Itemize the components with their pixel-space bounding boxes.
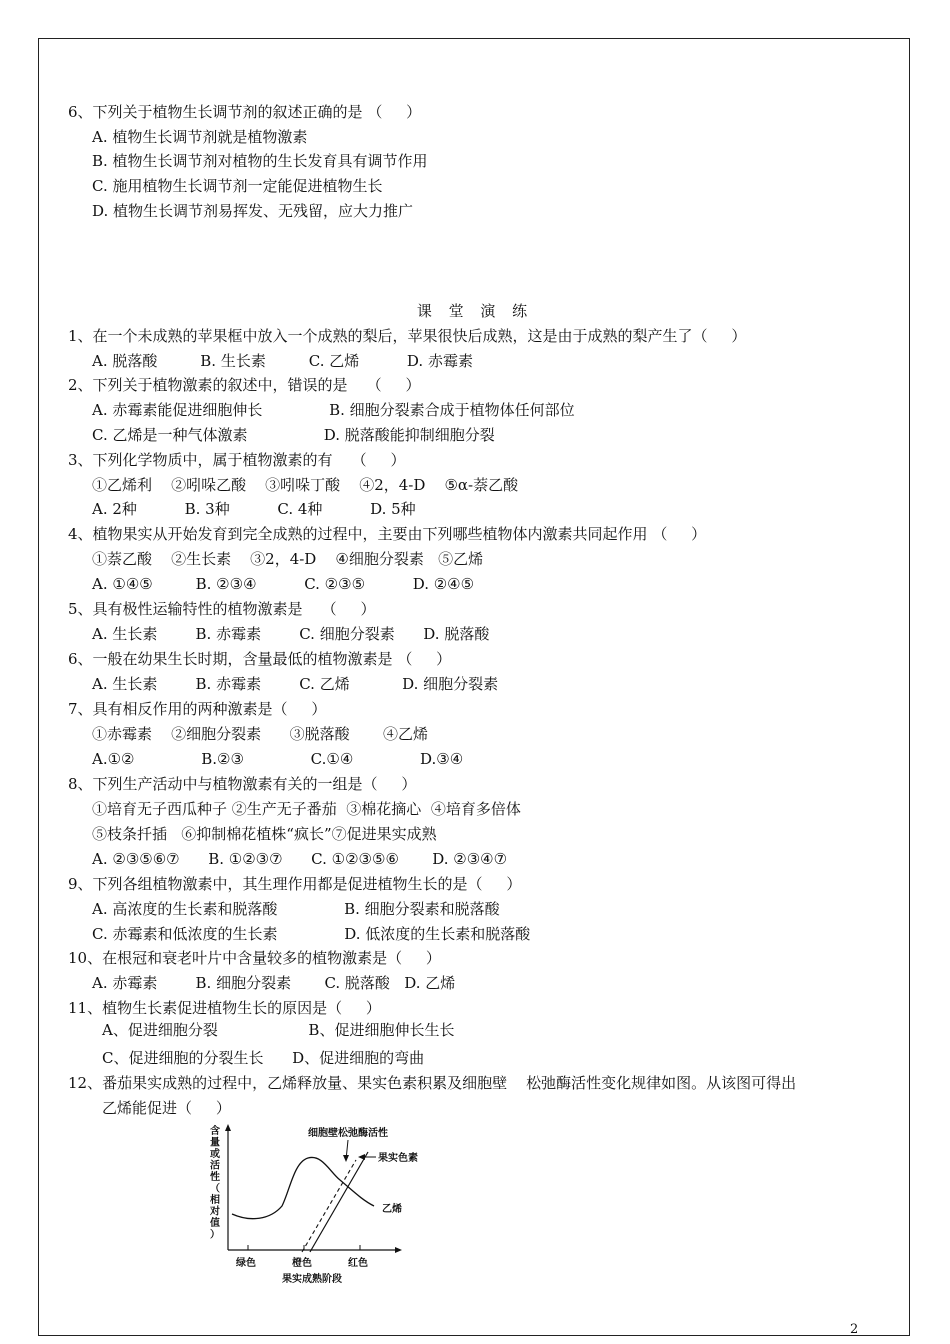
text-line: C. 赤霉素和低浓度的生长素 D. 低浓度的生长素和脱落酸 xyxy=(92,925,531,943)
y-axis-label-char: 对 xyxy=(210,1206,220,1218)
text-line: 7、具有相反作用的两种激素是（ ） xyxy=(68,700,327,718)
enzyme-label: 细胞壁松弛酶活性 xyxy=(308,1128,388,1139)
text-line: 4、植物果实从开始发育到完全成熟的过程中，主要由下列哪些植物体内激素共同起作用 （ ） xyxy=(68,525,707,543)
enzyme-line xyxy=(302,1160,356,1252)
page-number: 2 xyxy=(850,1322,859,1337)
text-line: ①赤霉素 ②细胞分裂素 ③脱落酸 ④乙烯 xyxy=(92,725,429,743)
y-axis-label-char: 活 xyxy=(210,1160,220,1172)
text-line: A. 高浓度的生长素和脱落酸 B. 细胞分裂素和脱落酸 xyxy=(92,900,500,918)
text-line: 12、番茄果实成熟的过程中，乙烯释放量、果实色素积累及细胞壁 松弛酶活性变化规律如图。从该图可得出 xyxy=(68,1074,797,1092)
text-line: 11、植物生长素促进植物生长的原因是（ ） xyxy=(68,999,381,1017)
text-line: ①培育无子西瓜种子 ②生产无子番茄 ③棉花摘心 ④培育多倍体 xyxy=(92,800,521,818)
x-axis-arrow xyxy=(395,1247,402,1253)
text-line: 10、在根冠和衰老叶片中含量较多的植物激素是（ ） xyxy=(68,949,441,967)
text-line: ⑤枝条扦插 ⑥抑制棉花植株“疯长”⑦促进果实成熟 xyxy=(92,825,437,843)
text-line: A. 赤霉素 B. 细胞分裂素 C. 脱落酸 D. 乙烯 xyxy=(92,974,456,992)
ethylene-label: 乙烯 xyxy=(382,1204,402,1215)
text-line: D. 植物生长调节剂易挥发、无残留，应大力推广 xyxy=(92,202,414,220)
text-line: 1、在一个未成熟的苹果框中放入一个成熟的梨后，苹果很快后成熟，这是由于成熟的梨产生了（ ） xyxy=(68,327,747,345)
text-line: C. 乙烯是一种气体激素 D. 脱落酸能抑制细胞分裂 xyxy=(92,426,495,444)
text-line: A. 2种 B. 3种 C. 4种 D. 5种 xyxy=(92,500,416,518)
x-tick-label-green: 绿色 xyxy=(236,1258,256,1269)
text-line: 3、下列化学物质中，属于植物激素的有 （ ） xyxy=(68,451,406,469)
y-axis-label-char: 量 xyxy=(210,1137,220,1149)
text-line: 乙烯能促进（ ） xyxy=(102,1099,231,1117)
x-tick-label-red: 红色 xyxy=(348,1258,368,1269)
text-line: 6、下列关于植物生长调节剂的叙述正确的是 （ ） xyxy=(68,103,422,121)
y-axis-label-char: ） xyxy=(210,1229,220,1241)
text-line: 8、下列生产活动中与植物激素有关的一组是（ ） xyxy=(68,775,417,793)
text-line: ①乙烯利 ②吲哚乙酸 ③吲哚丁酸 ④2，4-D ⑤α-萘乙酸 xyxy=(92,476,519,494)
text-line: 6、一般在幼果生长时期，含量最低的植物激素是 （ ） xyxy=(68,650,452,668)
text-line: A.①② B.②③ C.①④ D.③④ xyxy=(92,750,464,768)
pigment-line xyxy=(310,1152,368,1252)
text-line: A. ②③⑤⑥⑦ B. ①②③⑦ C. ①②③⑤⑥ D. ②③④⑦ xyxy=(92,850,508,868)
y-axis-label-char: 性 xyxy=(210,1172,220,1183)
text-line: A. ①④⑤ B. ②③④ C. ②③⑤ D. ②④⑤ xyxy=(92,575,475,593)
text-line: A. 植物生长调节剂就是植物激素 xyxy=(92,128,308,146)
text-line: A. 脱落酸 B. 生长素 C. 乙烯 D. 赤霉素 xyxy=(92,352,473,370)
text-line: A. 生长素 B. 赤霉素 C. 细胞分裂素 D. 脱落酸 xyxy=(92,625,490,643)
text-line: A. 生长素 B. 赤霉素 C. 乙烯 D. 细胞分裂素 xyxy=(92,675,499,693)
text-line: 9、下列各组植物激素中，其生理作用都是促进植物生长的是（ ） xyxy=(68,875,522,893)
text-line: C、促进细胞的分裂生长 D、促进细胞的弯曲 xyxy=(102,1049,425,1067)
y-axis-label xyxy=(209,1124,220,1241)
pigment-pointer-head xyxy=(358,1154,365,1160)
text-line: A、促进细胞分裂 B、促进细胞伸长生长 xyxy=(102,1021,455,1039)
y-axis-arrow xyxy=(225,1124,231,1131)
x-axis-label: 果实成熟阶段 xyxy=(282,1274,342,1285)
ripening-chart xyxy=(190,1120,450,1290)
text-line: 5、具有极性运输特性的植物激素是 （ ） xyxy=(68,600,376,618)
text-line: ①萘乙酸 ②生长素 ③2，4-D ④细胞分裂素 ⑤乙烯 xyxy=(92,550,484,568)
text-line: 2、下列关于植物激素的叙述中，错误的是 （ ） xyxy=(68,376,421,394)
y-axis-label-char: （ xyxy=(210,1183,220,1195)
y-axis-label-char: 含 xyxy=(210,1126,220,1137)
pigment-label: 果实色素 xyxy=(378,1153,418,1164)
x-tick-label-orange: 橙色 xyxy=(292,1258,312,1269)
text-line: B. 植物生长调节剂对植物的生长发育具有调节作用 xyxy=(92,152,428,170)
text-line: A. 赤霉素能促进细胞伸长 B. 细胞分裂素合成于植物体任何部位 xyxy=(92,401,575,419)
y-axis-label-char: 或 xyxy=(210,1149,220,1160)
y-axis-label-char: 值 xyxy=(210,1218,220,1229)
enzyme-pointer-head xyxy=(343,1155,349,1162)
y-axis-label-char: 相 xyxy=(210,1195,220,1206)
section-title: 课 堂 演 练 xyxy=(416,302,534,320)
text-line: C. 施用植物生长调节剂一定能促进植物生长 xyxy=(92,177,383,195)
